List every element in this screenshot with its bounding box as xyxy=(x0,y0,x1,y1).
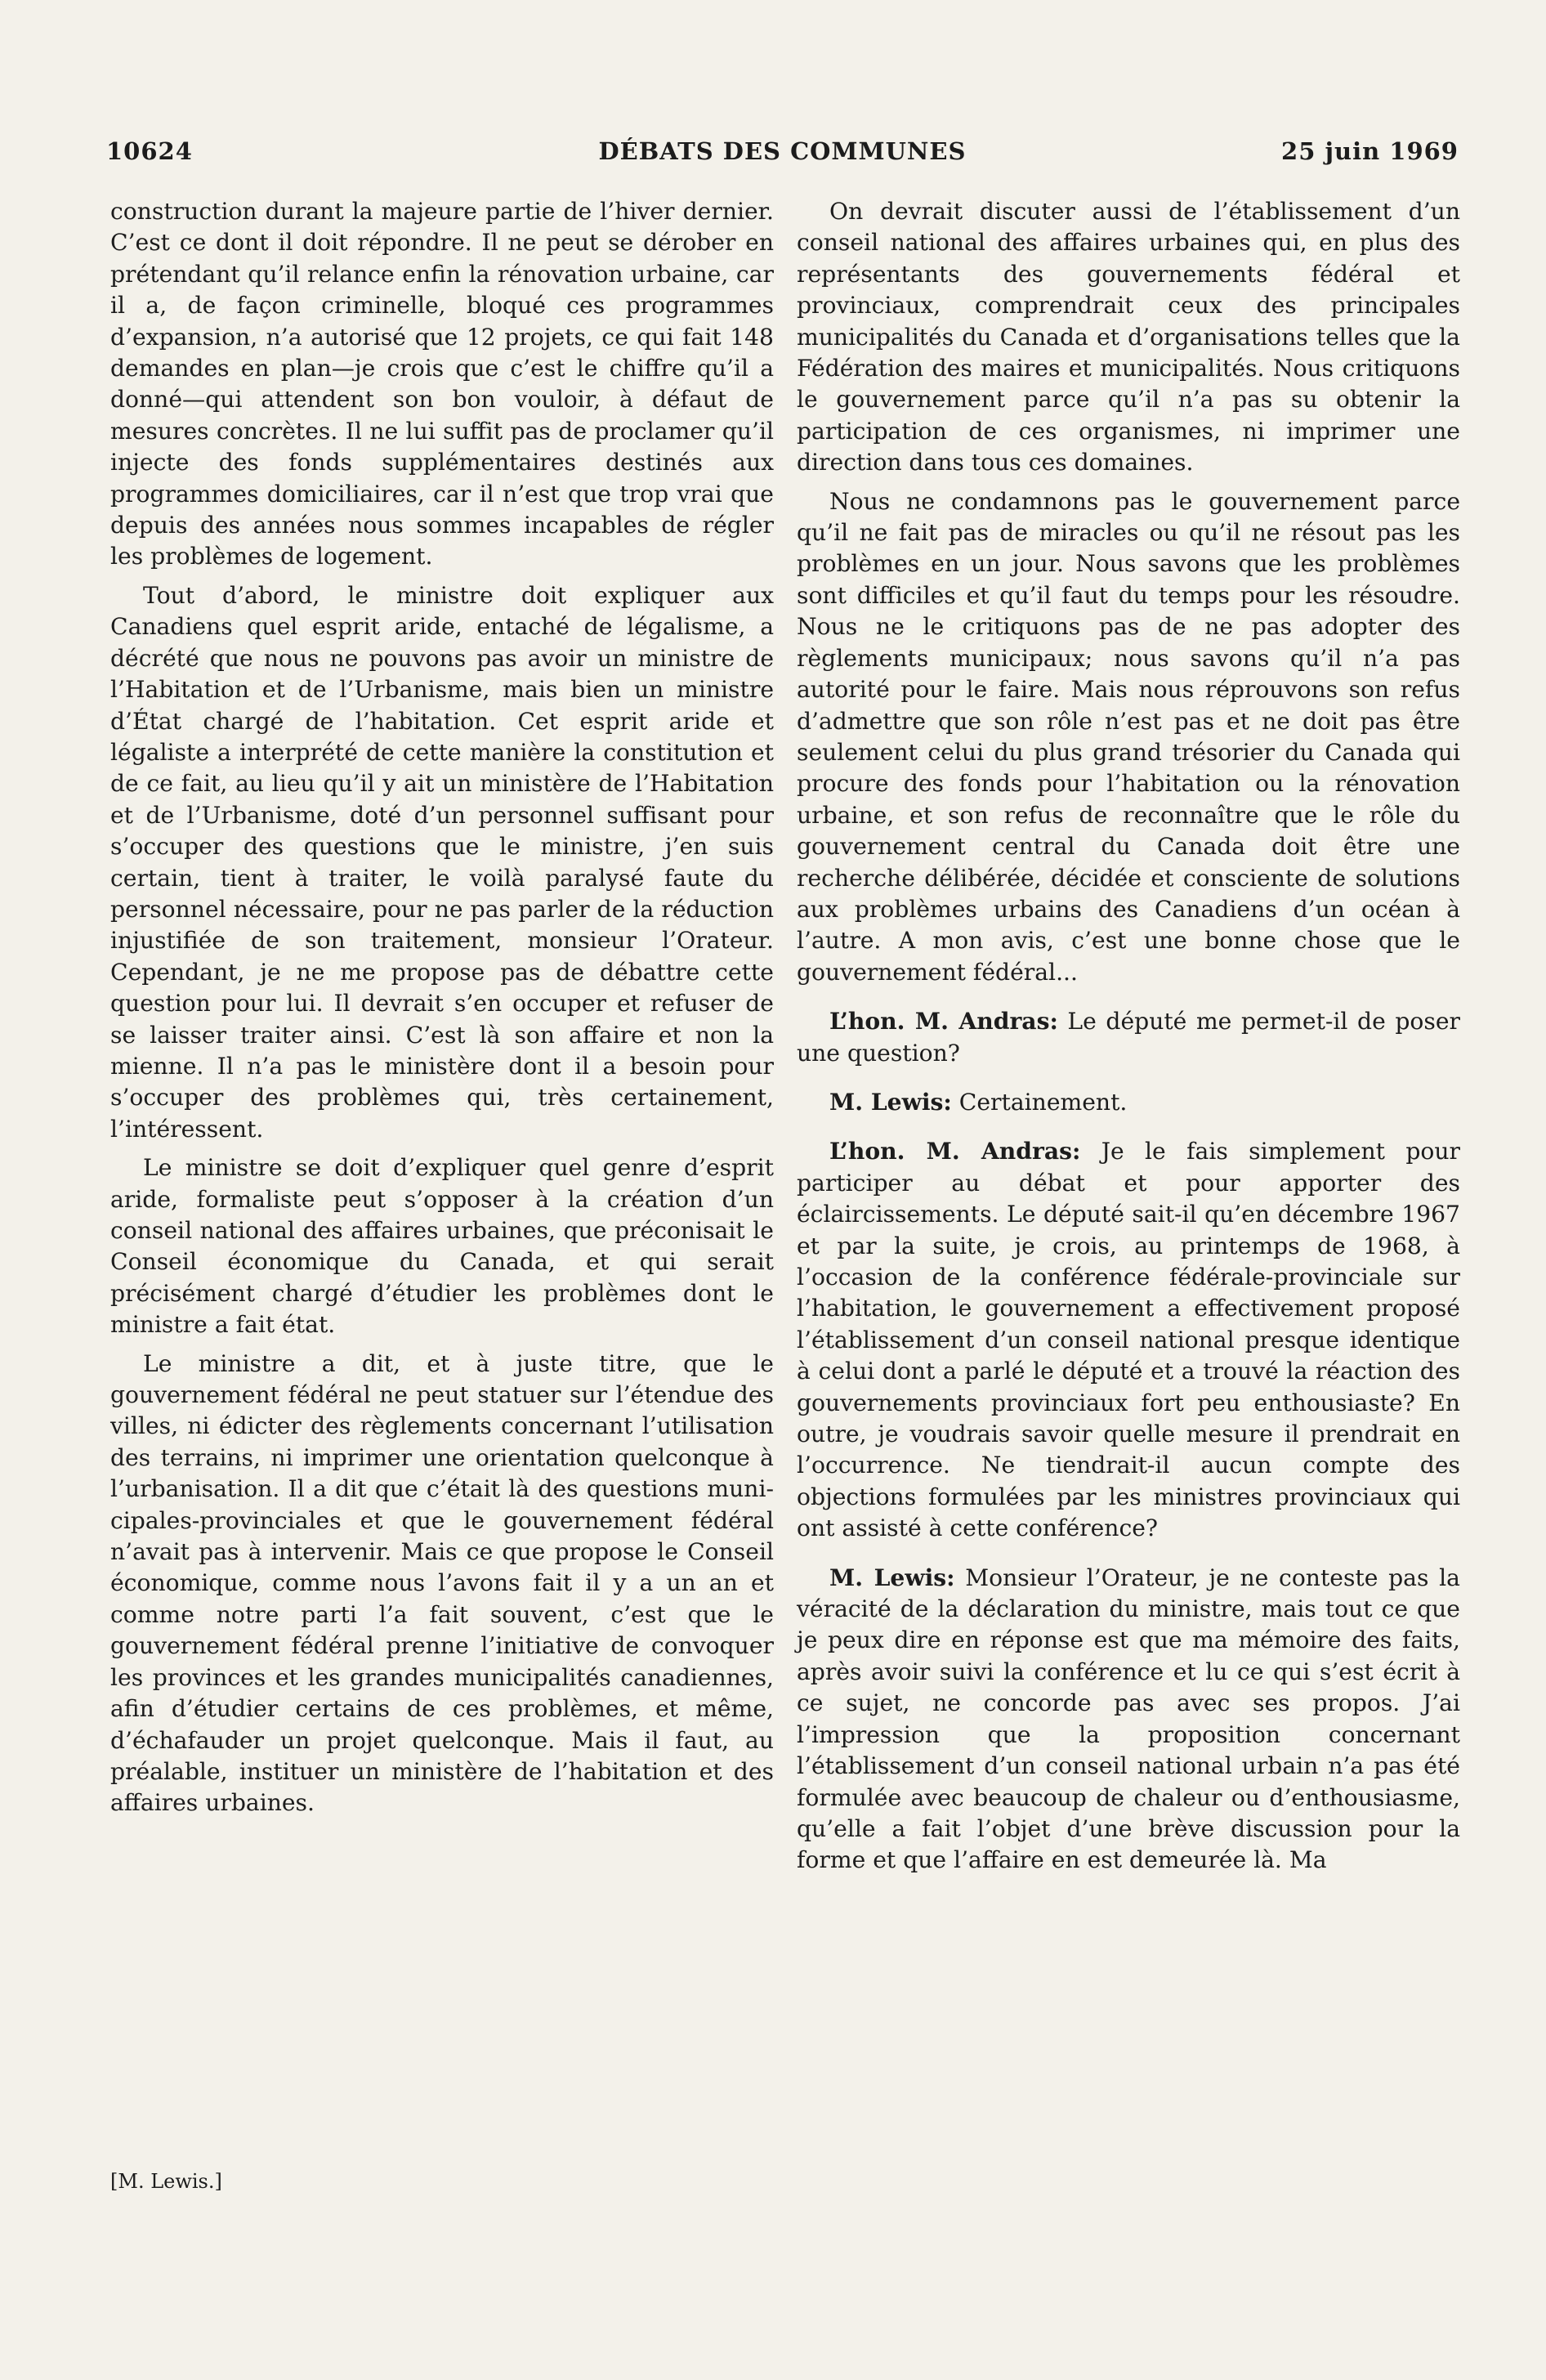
paragraph xyxy=(797,1087,1460,1118)
paragraph-text: Monsieur l’Orateur, je ne conteste pas la véracité de la déclaration du ministre, mais tout ce que je peux dire en réponse est que ma mémoire des faits, après avoir suivi la conférence et lu ce qui s’est écrit à ce sujet, ne concorde pas avec ses propos. J’ai l’impression que la proposition concernant l’établissement d’un conseil national urbain n’a pas été formulée avec beaucoup de chaleur ou d’enthousiasme, qu’elle a fait l’objet d’une brève discussion pour la forme et que l’affaire en est demeurée là. Ma xyxy=(797,1564,1460,1874)
paragraph-text: On devrait discuter aussi de l’établissement d’un conseil national des affaires urbaines qui, en plus des représentants des gouvernements fédéral et provinciaux, comprendrait ceux des principales municipalités du Canada et d’organisations telles que la Fédération des maires et municipalités. Nous critiquons le gouvernement parce qu’il n’a pas su obtenir la participation de ces organismes, ni imprimer une direction dans tous ces domaines. xyxy=(797,198,1460,476)
paragraph-text: Certainement. xyxy=(951,1088,1128,1116)
page-header xyxy=(106,131,1459,172)
paragraph: construction durant la majeure partie de l’hiver dernier. C’est ce dont il doit répondre. Il ne peut se dérober en prétendant qu’il relance enfin la rénovation urbaine, car il a, de façon criminelle, bloqué ces programmes d’expansion, n’a autorisé que 12 projets, ce qui fait 148 demandes en plan—je crois que c’est le chiffre qu’il a donné—qui attendent son bon vouloir, à défaut de mesures concrètes. Il ne lui suffit pas de proclamer qu’il injecte des fonds supplémentaires destinés aux programmes domiciliaires, car il n’est que trop vrai que depuis des années nous sommes incapables de régler les problèmes de logement. xyxy=(110,198,774,570)
paragraph: Le ministre se doit d’expliquer quel genre d’esprit aride, formaliste peut s’opposer à la création d’un conseil national des affaires urbaines, que préconisait le Conseil économique du Canada, et qui serait précisément chargé d’étudier les problèmes dont le ministre a fait état. xyxy=(110,1154,774,1339)
paragraph-text: Nous ne condamnons pas le gouvernement parce qu’il ne fait pas de miracles ou qu’il ne résout pas les problèmes en un jour. Nous savons que les problèmes sont difficiles et qu’il faut du temps pour les résoudre. Nous ne le critiquons pas de ne pas adopter des règlements municipaux; nous savons qu’il n’a pas autorité pour le faire. Mais nous réprouvons son refus d’admettre que son rôle n’est pas et ne doit pas être seulement celui du plus grand trésorier du Canada qui procure des fonds pour l’habitation ou la rénovation urbaine, et son refus de reconnaître que le rôle du gouvernement central du Canada doit être une recherche délibérée, décidée et consciente de solutions aux problèmes urbains des Canadiens d’un océan à l’autre. A mon avis, c’est une bonne chose que le gouvernement fédéral... xyxy=(797,487,1460,986)
paragraph xyxy=(797,1006,1460,1069)
speaker-name: L’hon. M. Andras: xyxy=(829,1008,1058,1036)
paragraph: Le ministre a dit, et à juste titre, que le gouvernement fédéral ne peut statuer sur l’étendue des villes, ni édicter des règlements concernant l’utilisation des terrains, ni imprimer une orientation quelconque à l’urbanisation. Il a dit que c’était là des questions municipales-provinciales et que le gouvernement fédéral n’avait pas à intervenir. Mais ce que propose le Conseil économique, comme nous l’avons fait il y a un an et comme notre parti l’a fait souvent, c’est que le gouvernement fédéral prenne l’initiative de convoquer les provinces et les grandes municipalités canadiennes, afin d’étudier certains de ces problèmes, et même, d’échafauder un projet quelconque. Mais il faut, au préalable, instituer un ministère de l’habitation et des affaires urbaines. xyxy=(110,1349,774,1817)
speaker-name: L’hon. M. Andras: xyxy=(829,1138,1081,1165)
paragraph xyxy=(797,1136,1460,1544)
speaker-name: M. Lewis: xyxy=(829,1088,952,1116)
page-title: DÉBATS DES COMMUNES xyxy=(598,137,967,165)
paragraph xyxy=(797,1563,1460,1877)
paragraph: Tout d’abord, le ministre doit expliquer aux Canadiens quel esprit aride, entaché de légalisme, a décrété que nous ne pouvons pas avoir un ministre de l’Habitation et de l’Urbanisme, mais bien un ministre d’État chargé de l’habitation. Cet esprit aride et légaliste a interprété de cette manière la constitution et de ce fait, au lieu qu’il y ait un ministère de l’Habitation et de l’Urbanisme, doté d’un personnel suffisant pour s’occuper des questions que le ministre, j’en suis certain, tient à traiter, le voilà paralysé faute du personnel nécessaire, pour ne pas parler de la réduction injustifiée de son traitement, monsieur l’Orateur. Cependant, je ne me propose pas de débattre cette question pour lui. Il devrait s’en occuper et refuser de se laisser traiter ainsi. C’est là son affaire et non la mienne. Il n’a pas le ministère dont il a besoin pour s’occuper des problèmes qui, très certainement, l’intéressent. xyxy=(110,581,774,1143)
paragraph-text: Le député me permet-il de poser une question? xyxy=(797,1008,1460,1067)
paragraph xyxy=(797,196,1460,479)
paragraph-text: Je le fais simplement pour participer au débat et pour apporter des éclaircissements. Le député sait-il qu’en décembre 1967 et par la suite, je crois, au printemps de 1968, à l’occasion de la conférence fédérale-provinciale sur l’habitation, le gouvernement a effectivement proposé l’établissement d’un conseil national presque identique à celui dont a parlé le député et a trouvé la réaction des gouvernements provinciaux fort peu enthousiaste? En outre, je voudrais savoir quelle mesure il prendrait en l’occurrence. Ne tiendrait-il aucun compte des objections formulées par les ministres provinciaux qui ont assisté à cette conférence? xyxy=(797,1138,1460,1542)
right-column xyxy=(797,196,1460,1891)
page-number: 10624 xyxy=(106,137,193,165)
speaker-name: M. Lewis: xyxy=(829,1564,955,1591)
paragraph xyxy=(797,486,1460,989)
speaker-attribution: [M. Lewis.] xyxy=(110,2170,222,2193)
page-date: 25 juin 1969 xyxy=(1281,137,1459,165)
left-column xyxy=(110,196,774,1827)
